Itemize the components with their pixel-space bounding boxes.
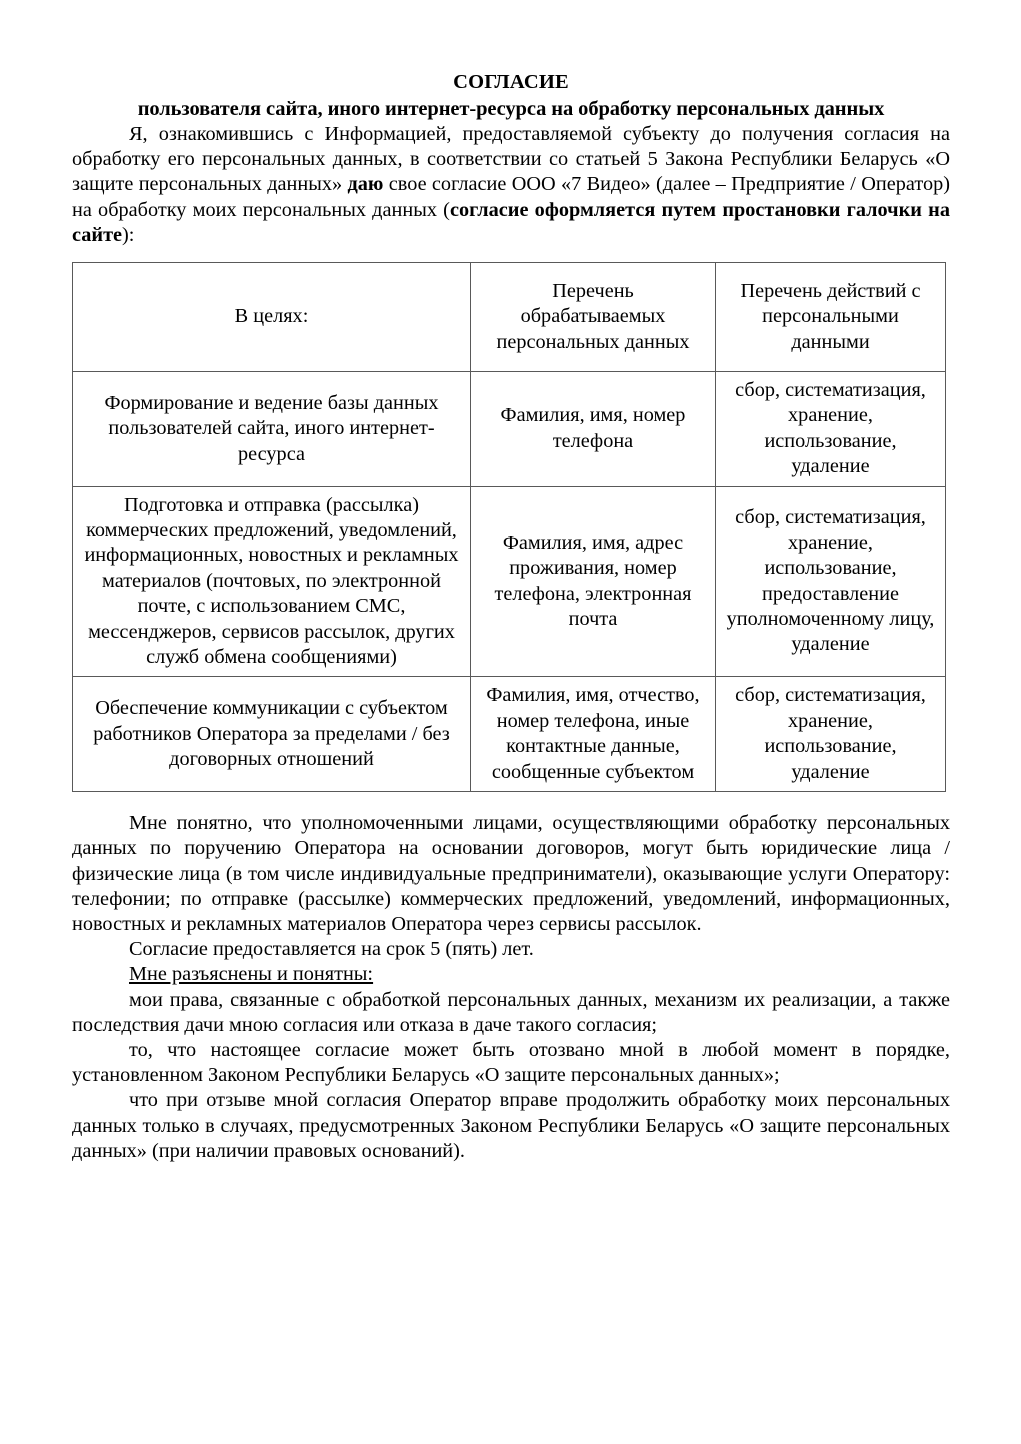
cell-actions: сбор, систематизация, хранение, использование, предоставление уполномоченному лицу, удаление (716, 486, 946, 677)
intro-text-part-1: Я, ознакомившись с Информацией, предоставляемой субъекту до получения согласия на обработку его персональных данных, в соответствии со статьей 5 Закона Республики Беларусь «О защите персональных данных» (72, 123, 950, 196)
table-header-actions-list: Перечень действий с персональными данными (716, 263, 946, 372)
page-title: СОГЛАСИЕ (453, 71, 569, 93)
document-body (72, 811, 950, 1164)
paragraph-authorized-processors: Мне понятно, что уполномоченными лицами, осуществляющими обработку персональных данных по поручению Оператора на основании договоров, могут быть юридические лица / физические лица (в том числе индивидуальные предприниматели), оказывающие услуги Оператору: телефонии; по отправке (рассылке) коммерческих предложений, уведомлений, информационных, новостных и рекламных материалов Оператора через сервисы рассылок. (72, 812, 950, 935)
intro-text-part-3: ): (122, 223, 135, 246)
paragraph-processing-after-revocation: что при отзыве мной согласия Оператор вправе продолжить обработку моих персональных данных только в случаях, предусмотренных Законом Республики Беларусь «О защите персональных данных» (при наличии правовых оснований). (72, 1089, 950, 1162)
cell-purpose: Формирование и ведение базы данных пользователей сайта, иного интернет-ресурса (73, 372, 471, 487)
cell-actions: сбор, систематизация, хранение, использование, удаление (716, 372, 946, 487)
table-row (73, 486, 946, 677)
explained-heading-text: Мне разъяснены и понятны: (129, 963, 374, 986)
cell-purpose: Подготовка и отправка (рассылка) коммерческих предложений, уведомлений, информационных, новостных и рекламных материалов (почтовых, по электронной почте, с использованием СМС, мессенджеров, сервисов рассылок, других служб обмена сообщениями) (73, 486, 471, 677)
intro-bold-consent-verb: даю (347, 173, 384, 196)
table-header-purpose: В целях: (73, 263, 471, 372)
cell-actions: сбор, систематизация, хранение, использование, удаление (716, 677, 946, 792)
consent-purposes-table (72, 262, 946, 792)
paragraph-consent-term: Согласие предоставляется на срок 5 (пять) лет. (129, 938, 534, 961)
cell-data: Фамилия, имя, адрес проживания, номер телефона, электронная почта (471, 486, 716, 677)
cell-data: Фамилия, имя, номер телефона (471, 372, 716, 487)
intro-bold-checkbox-note: согласие оформляется путем простановки галочки на сайте (72, 198, 950, 246)
paragraph-explained-heading (72, 962, 950, 987)
table-row (73, 372, 946, 487)
cell-data: Фамилия, имя, отчество, номер телефона, иные контактные данные, сообщенные субъектом (471, 677, 716, 792)
table-header-data-list: Перечень обрабатываемых персональных данных (471, 263, 716, 372)
cell-purpose: Обеспечение коммуникации с субъектом работников Оператора за пределами / без договорных отношений (73, 677, 471, 792)
intro-text-part-2: свое согласие ООО «7 Видео» (далее – Предприятие / Оператор) на обработку моих персональных данных ( (72, 173, 950, 221)
paragraph-rights: мои права, связанные с обработкой персональных данных, механизм их реализации, а также последствия дачи мною согласия или отказа в даче такого согласия; (72, 988, 950, 1036)
paragraph-revocation: то, что настоящее согласие может быть отозвано мной в любой момент в порядке, установленном Законом Республики Беларусь «О защите персональных данных»; (72, 1038, 950, 1087)
table-row (73, 677, 946, 792)
intro-paragraph (72, 122, 950, 248)
page-subtitle: пользователя сайта, иного интернет-ресурса на обработку персональных данных (137, 98, 885, 120)
table-header-row (73, 263, 946, 372)
document-content (72, 0, 950, 1164)
